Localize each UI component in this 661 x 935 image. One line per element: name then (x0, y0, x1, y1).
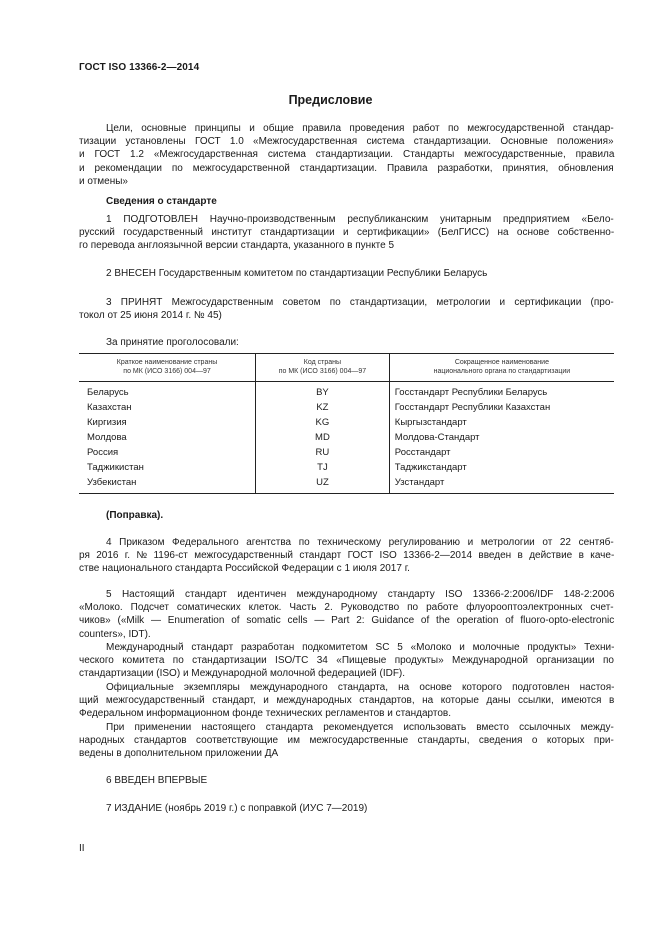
page-title: Предисловие (288, 93, 373, 107)
text-line: стве национального стандарта Российской Федерации с 1 июля 2017 г. (79, 563, 410, 575)
text-line: Международный стандарт разработан подкомитетом SC 5 «Молоко и молочные продукты» Техни- (106, 642, 615, 653)
table-row (79, 415, 614, 430)
header-org: Сокращенное наименование национального органа по стандартизации (389, 354, 614, 382)
text-line: ческого комитета по стандартизации ISO/TC 34 «Пищевые продукты» Международной организации по (79, 655, 614, 667)
text-line: Федеральном информационном фонде технических регламентов и стандартов. (79, 708, 451, 720)
cell-org: Узстандарт (389, 475, 614, 494)
cell-country: Таджикистан (87, 462, 144, 473)
text-line: тизации установлены ГОСТ 1.0 «Межгосударственная система стандартизации. Основные положения» (79, 136, 614, 148)
cell-org: Госстандарт Республики Казахстан (389, 400, 614, 415)
item-2-paragraph (79, 267, 614, 280)
text-line: counters», IDT). (79, 628, 151, 640)
countries-table (79, 353, 614, 494)
table-header-row (79, 354, 614, 382)
cell-code: TJ (256, 460, 390, 475)
section-heading-text: Сведения о стандарте (106, 196, 217, 207)
amendment-text: (Поправка). (106, 510, 164, 521)
table-row (79, 460, 614, 475)
text-line: ведены в дополнительном приложении ДА (79, 748, 279, 760)
cell-code: BY (256, 382, 390, 401)
text-line: ря 2016 г. № 1196-ст межгосударственный стандарт ГОСТ ISO 13366-2—2014 введен в действие в каче- (79, 550, 615, 562)
document-code: ГОСТ ISO 13366-2—2014 (79, 62, 200, 73)
item-5-official-copies-paragraph (79, 681, 614, 721)
cell-code: KG (256, 415, 390, 430)
item-5-paragraph (79, 588, 614, 641)
table-row (79, 382, 614, 401)
text-line: 7 ИЗДАНИЕ (ноябрь 2019 г.) с поправкой (ИУС 7—2019) (106, 803, 368, 814)
table-row (79, 430, 614, 445)
text-line: и рекомендации по межгосударственной стандартизации. Правила разработки, принятия, обновления (79, 162, 614, 174)
text-line: 4 Приказом Федерального агентства по техническому регулированию и метрологии от 22 сентяб- (106, 537, 614, 548)
header-country: Краткое наименование страны по МК (ИСО 3166) 004—97 (79, 354, 256, 382)
table-row (79, 475, 614, 494)
voting-label (79, 336, 614, 349)
text-line: и отмены» (79, 175, 128, 187)
cell-code: RU (256, 445, 390, 460)
item-6-paragraph (79, 774, 614, 787)
cell-country: Беларусь (87, 387, 129, 398)
text-line: 1 ПОДГОТОВЛЕН Научно-производственным республиканским унитарным предприятием «Бело- (106, 214, 614, 225)
item-5-developer-paragraph (79, 641, 614, 681)
cell-country: Россия (87, 447, 119, 458)
page-number: II (79, 843, 85, 854)
cell-org: Таджикстандарт (389, 460, 614, 475)
text-line: го перевода англоязычной версии стандарта, указанного в пункте 5 (79, 240, 395, 252)
cell-country: Казахстан (87, 402, 132, 413)
item-4-paragraph (79, 536, 614, 576)
table-row (79, 400, 614, 415)
text-line: чиков» («Milk — Enumeration of somatic cells — Part 2: Guidance of the operation of fluoro-opto-electronic (79, 615, 615, 627)
item-5-references-paragraph (79, 721, 614, 761)
amendment-note (79, 509, 614, 522)
text-line: и ГОСТ 1.2 «Межгосударственная система стандартизации. Стандарты межгосударственные, правила (79, 149, 615, 161)
cell-org: Кыргызстандарт (389, 415, 614, 430)
header-code: Код страны по МК (ИСО 3166) 004—97 (256, 354, 390, 382)
cell-code: MD (256, 430, 390, 445)
text-line: 5 Настоящий стандарт идентичен международному стандарту ISO 13366-2:2006/IDF 148-2:2006 (106, 589, 615, 600)
text-line: При применении настоящего стандарта рекомендуется использовать вместо ссылочных между- (106, 722, 614, 733)
text-line: щий межгосударственный стандарт, и международных стандартов, на которые даны ссылки, имеются в (79, 695, 615, 707)
text-line: 6 ВВЕДЕН ВПЕРВЫЕ (106, 775, 208, 786)
cell-org: Молдова-Стандарт (389, 430, 614, 445)
cell-country: Киргизия (87, 417, 127, 428)
cell-code: UZ (256, 475, 390, 494)
intro-paragraph (79, 122, 614, 188)
cell-country: Молдова (87, 432, 127, 443)
cell-country: Узбекистан (79, 475, 256, 494)
text-line: стандартизации (ISO) и Международной молочной федерацией (IDF). (79, 668, 406, 680)
text-line: «Молоко. Подсчет соматических клеток. Часть 2. Руководство по работе флуорооптоэлектронных счет- (79, 602, 614, 614)
text-line: токол от 25 июня 2014 г. № 45) (79, 310, 222, 322)
item-1-paragraph (79, 213, 614, 253)
text-line: 2 ВНЕСЕН Государственным комитетом по стандартизации Республики Беларусь (106, 268, 488, 279)
text-line: русский государственный институт стандартизации и сертификации» (БелГИСС) на основе собственно- (79, 227, 615, 239)
voting-label-text: За принятие проголосовали: (106, 337, 239, 348)
table-row (79, 445, 614, 460)
cell-org: Госстандарт Республики Беларусь (389, 382, 614, 401)
section-heading (79, 195, 614, 208)
text-line: 3 ПРИНЯТ Межгосударственным советом по стандартизации, метрологии и сертификации (про- (106, 297, 614, 308)
text-line: Цели, основные принципы и общие правила проведения работ по межгосударственной стандар- (106, 123, 614, 134)
text-line: Официальные экземпляры международного стандарта, на основе которого подготовлен настоя- (106, 682, 615, 693)
cell-code: KZ (256, 400, 390, 415)
item-3-paragraph (79, 296, 614, 322)
item-7-paragraph (79, 802, 614, 815)
cell-org: Росстандарт (389, 445, 614, 460)
text-line: народных стандартов соответствующие им межгосударственные стандарты, сведения о которых при- (79, 735, 614, 747)
